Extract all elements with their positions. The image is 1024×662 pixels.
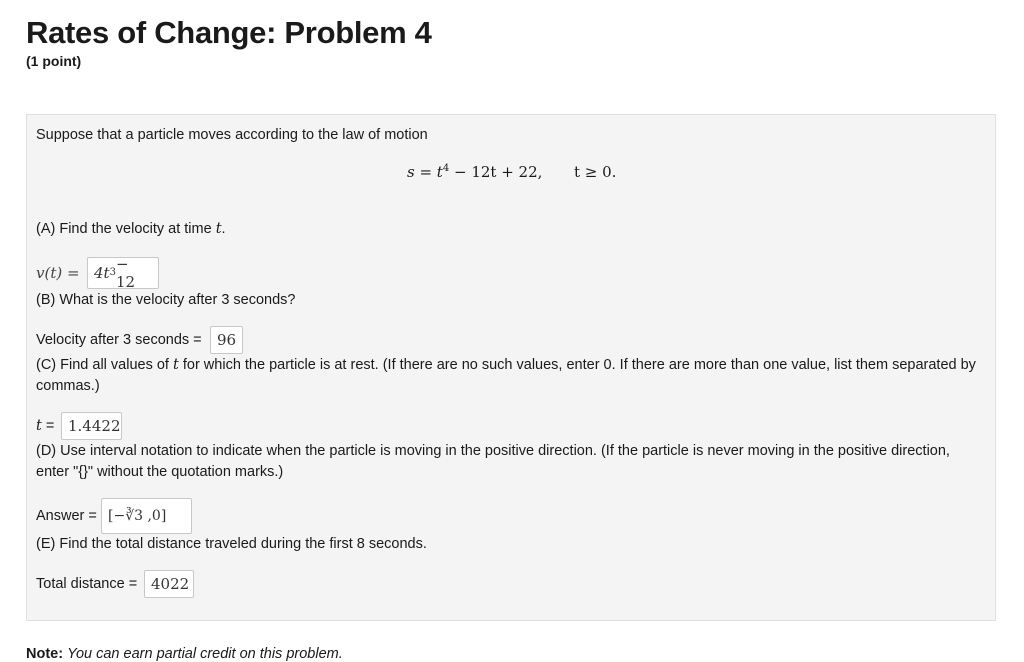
part-d-question-line1: (D) Use interval notation to indicate when the particle is moving in the positive direction. (If the particle is never moving in the positive direction, [36,443,950,459]
equation-rest: − 12t + 22, [449,163,543,181]
part-e-answer-field[interactable]: 4022 [144,570,194,598]
part-c-label-eq: = [41,418,55,434]
page-title: Rates of Change: Problem 4 [26,15,432,50]
part-b-question: (B) What is the velocity after 3 seconds? [36,292,296,308]
problem-intro: Suppose that a particle moves according to the law of motion [36,127,428,143]
part-a-var: t [215,221,222,237]
part-c-var: t [173,357,179,373]
part-e-label: Total distance = [36,576,138,592]
partial-credit-note [26,645,343,662]
part-c-question-line2: commas.) [36,378,100,394]
note-text: You can earn partial credit on this problem. [67,646,343,662]
part-d-question-line2: enter "{}" without the quotation marks.) [36,464,284,480]
part-d-answer-field[interactable]: [−∛3 ,0] [101,498,192,534]
part-d-label: Answer = [36,508,97,524]
part-c-label [36,416,54,437]
part-c-label-var: t [36,418,42,434]
equation-lhs: s = t [407,163,443,181]
part-b-label: Velocity after 3 seconds = [36,332,202,348]
problem-box [26,114,996,621]
part-c-answer-field[interactable]: 1.4422 [61,412,122,440]
part-a-answer-base: 4t [94,264,110,282]
part-a-answer-field[interactable]: 4t 3 − 12 [87,257,159,289]
part-e-question: (E) Find the total distance traveled during the first 8 seconds. [36,536,427,552]
part-c-question-prefix: (C) Find all values of [36,357,173,373]
equation-exponent: 4 [442,163,450,174]
part-a-question [36,219,226,240]
part-c-question-suffix: for which the particle is at rest. (If there are no such values, enter 0. If there are more than one value, list them separated by [178,357,976,373]
equation-condition: t ≥ 0. [574,163,617,181]
points-label: (1 point) [26,53,82,69]
part-c-question-line1 [36,355,976,376]
motion-equation [407,162,542,183]
part-a-period: . [221,221,226,237]
part-a-answer-rest: − 12 [115,255,136,291]
part-b-answer-field[interactable]: 96 [210,326,243,354]
part-a-label: v(t) = [36,264,80,282]
note-label: Note: [26,646,64,662]
part-a-question-text: (A) Find the velocity at time [36,221,216,237]
